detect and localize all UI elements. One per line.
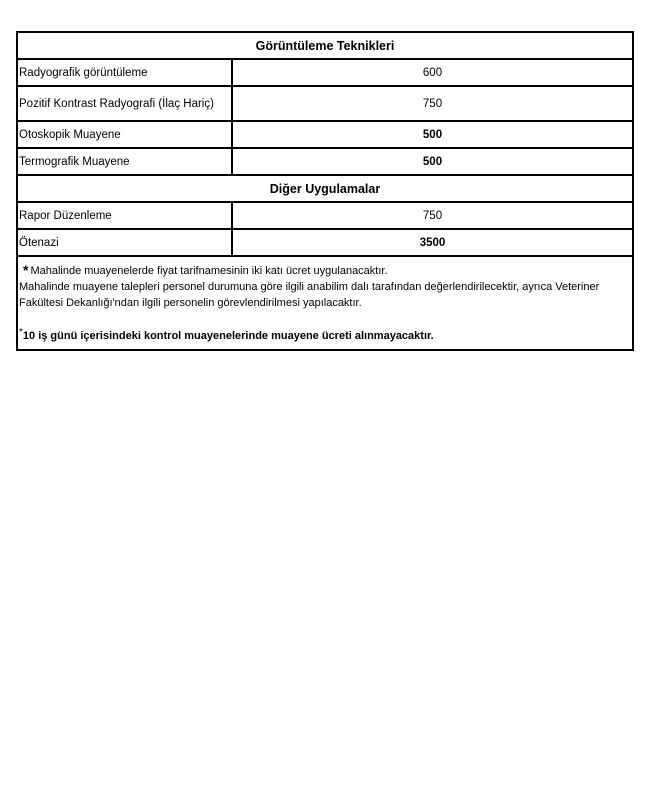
row-label: Termografik Muayene — [18, 149, 233, 174]
fee-table — [16, 31, 634, 351]
table-row — [18, 60, 632, 87]
row-price: 500 — [422, 128, 443, 141]
footnote-1-text: Mahalinde muayenelerde fiyat tarifnamesinin iki katı ücret uygulanacaktır. — [30, 265, 388, 277]
row-price: 750 — [422, 209, 443, 222]
table-row — [18, 203, 632, 230]
section-header-imaging — [18, 33, 632, 60]
footnote-3-text: 10 iş günü içerisindeki kontrol muayenelerinde muayene ücreti alınmayacaktır. — [22, 330, 434, 342]
row-label: Otoskopik Muayene — [18, 122, 233, 147]
row-label: Pozitif Kontrast Radyografi (İlaç Hariç) — [18, 87, 233, 120]
table-row — [18, 122, 632, 149]
row-price: 3500 — [419, 236, 446, 249]
footnote-3 — [19, 325, 630, 344]
footnote-1 — [19, 262, 630, 279]
section-title-other: Diğer Uygulamalar — [269, 181, 381, 196]
row-label: Rapor Düzenleme — [18, 203, 233, 228]
table-row — [18, 87, 632, 122]
section-title-imaging: Görüntüleme Teknikleri — [255, 38, 395, 53]
row-label: Radyografik görüntüleme — [18, 60, 233, 85]
row-price: 600 — [422, 66, 443, 79]
asterisk-icon: * — [19, 327, 23, 338]
row-price: 500 — [422, 155, 443, 168]
footnotes — [18, 257, 632, 349]
row-label: Ötenazi — [18, 230, 233, 255]
table-row — [18, 230, 632, 257]
footnote-2: Mahalinde muayene talepleri personel durumuna göre ilgili anabilim dalı tarafından değerlendirilecektir, ayrıca Veteriner Fakültesi Dekanlığı'ndan ilgili personelin görevlendirilmesi yapılacaktır. — [19, 281, 600, 309]
table-row — [18, 149, 632, 176]
row-price: 750 — [422, 97, 443, 110]
section-header-other — [18, 176, 632, 203]
asterisk-icon: * — [23, 262, 29, 278]
